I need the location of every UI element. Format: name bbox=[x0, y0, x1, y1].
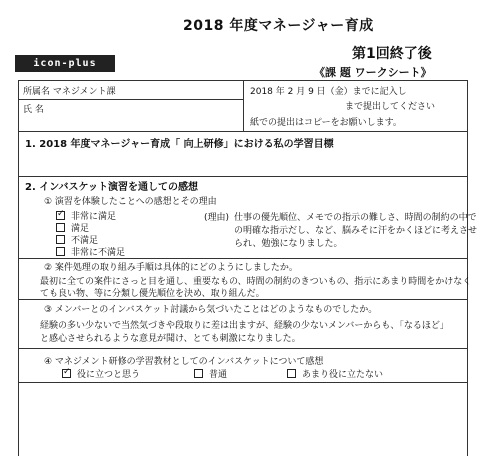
q1-text: ① 演習を体験したことへの感想とその理由 bbox=[44, 197, 217, 207]
reason-text: 仕事の優先順位、メモでの指示の難しさ、時間の制約の中で の明確な指示だし、など、脳みそに汗をかくほどに考えさせ られ、勉強になりました。 bbox=[234, 213, 478, 249]
option-satisfied[interactable]: 満足 bbox=[56, 223, 125, 235]
section1-title: 1. 2018 年度マネージャー育成「 向上研修」における私の学習目標 bbox=[25, 139, 334, 150]
checkbox-checked-icon[interactable] bbox=[56, 211, 65, 220]
department-field: 所属名 マネジメント課 bbox=[23, 87, 116, 97]
deadline-text-2: まで提出してください bbox=[345, 102, 436, 112]
q4-option-neutral[interactable]: 普通 bbox=[194, 369, 227, 381]
q4-option-not-useful[interactable]: あまり役に立たない bbox=[287, 369, 383, 381]
q4-text: ④ マネジメント研修の学習教材としてのインバスケットについて感想 bbox=[44, 357, 324, 367]
q4-bottom-line bbox=[18, 382, 468, 383]
info-bottom-line bbox=[18, 131, 468, 132]
checkbox-icon[interactable] bbox=[194, 369, 203, 378]
q2-answer: 最初に全ての案件にさっと目を通し、重要なもの、時間の制約のきついもの、指示にあまり時間をかけなく ても良い物、等に分類し優先順位を決め、取り組んだ。 bbox=[40, 277, 472, 299]
reason-label: (理由) bbox=[204, 213, 230, 223]
info-divider bbox=[243, 80, 244, 131]
name-label: 氏 名 bbox=[23, 105, 44, 115]
frame-left-line bbox=[18, 80, 19, 456]
option-dissatisfied[interactable]: 不満足 bbox=[56, 235, 125, 247]
q4-option-useful[interactable]: ✓役に立つと思う bbox=[62, 369, 140, 381]
section1-bottom-line bbox=[18, 176, 468, 177]
frame-right-line bbox=[467, 80, 468, 456]
option-very-dissatisfied[interactable]: 非常に不満足 bbox=[56, 247, 125, 259]
satisfaction-options bbox=[56, 211, 125, 259]
checkbox-icon[interactable] bbox=[56, 235, 65, 244]
q3-bottom-line bbox=[18, 348, 468, 349]
icon-plus-logo: icon-plus bbox=[15, 55, 115, 72]
checkbox-icon[interactable] bbox=[56, 223, 65, 232]
option-very-satisfied[interactable]: ✓非常に満足 bbox=[56, 211, 125, 223]
section2-title: 2. インバスケット演習を通しての感想 bbox=[25, 182, 199, 193]
sheet-title: 2018 年度マネージャー育成 bbox=[183, 18, 374, 34]
copy-note: 紙での提出はコピーをお願いします。 bbox=[250, 118, 402, 128]
session-subtitle: 第1回終了後 bbox=[352, 46, 432, 62]
checkbox-checked-icon[interactable] bbox=[62, 369, 71, 378]
worksheet-label: 《課 題 ワークシート》 bbox=[314, 66, 432, 79]
checkbox-icon[interactable] bbox=[56, 247, 65, 256]
q3-text: ③ メンバーとのインバスケット討議から気づいたことはどのようなものでしたか。 bbox=[44, 305, 378, 315]
info-row-line bbox=[18, 99, 243, 100]
deadline-text: 2018 年 2 月 9 日（金）までに記入し bbox=[250, 87, 407, 97]
q3-answer: 経験の多い少ないで当然気づきや段取りに差は出ますが、経験の少ないメンバーからも、「なるほど」 と感心させられるような意見が聞け、とても刺激になりました。 bbox=[40, 321, 449, 344]
q2-text: ② 案件処理の取り組み手順は具体的にどのようにしましたか。 bbox=[44, 263, 298, 273]
checkbox-icon[interactable] bbox=[287, 369, 296, 378]
